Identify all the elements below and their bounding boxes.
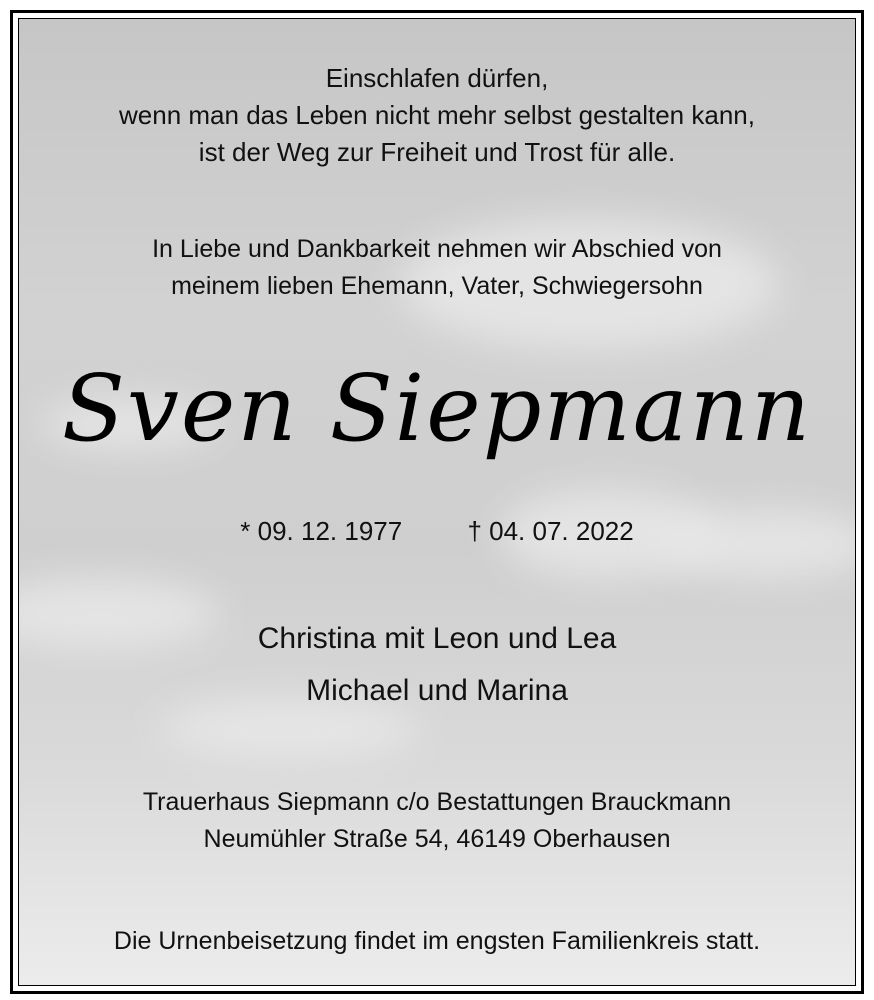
deceased-name: Sven Siepmann (61, 355, 813, 462)
address-block (19, 784, 855, 858)
intro-block (19, 231, 855, 305)
family-line: Michael und Marina (306, 674, 568, 707)
intro-line: meinem lieben Ehemann, Vater, Schwiegersohn (171, 272, 703, 300)
burial-note: Die Urnenbeisetzung findet im engsten Familienkreis statt. (113, 927, 761, 955)
address-line: Neumühler Straße 54, 46149 Oberhausen (203, 825, 671, 853)
sky-background (18, 18, 856, 986)
outer-border (10, 10, 864, 994)
life-dates (19, 516, 855, 547)
family-line: Christina mit Leon und Lea (257, 622, 617, 655)
intro-line: In Liebe und Dankbarkeit nehmen wir Abschied von (152, 235, 722, 263)
verse-line: wenn man das Leben nicht mehr selbst gestalten kann, (119, 100, 755, 130)
family-block (19, 613, 855, 717)
death-date: † 04. 07. 2022 (467, 516, 634, 546)
verse-line: Einschlafen dürfen, (325, 63, 549, 93)
verse-line: ist der Weg zur Freiheit und Trost für alle. (198, 137, 676, 167)
address-line: Trauerhaus Siepmann c/o Bestattungen Brauckmann (142, 788, 732, 816)
verse-block (19, 60, 855, 171)
birth-date: * 09. 12. 1977 (240, 516, 403, 546)
